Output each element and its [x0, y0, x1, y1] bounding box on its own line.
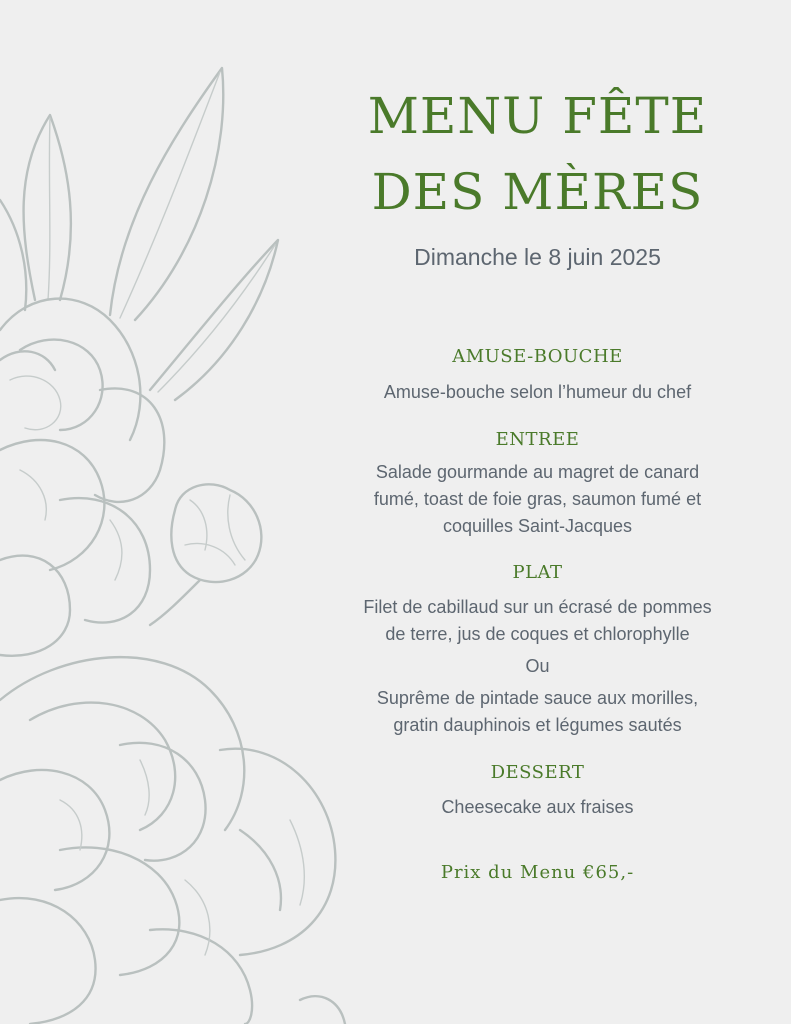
event-date: Dimanche le 8 juin 2025 — [414, 244, 661, 270]
menu-item-line: Suprême de pintade sauce aux morilles, — [376, 688, 699, 708]
menu-title — [290, 78, 785, 230]
menu-item-line: Amuse-bouche selon l’humeur du chef — [383, 382, 692, 402]
menu-item-line: gratin dauphinois et légumes sautés — [393, 715, 682, 735]
menu-item-line: fumé, toast de foie gras, saumon fumé et — [373, 489, 702, 509]
menu-item-line: Cheesecake aux fraises — [441, 797, 634, 817]
section-heading-dessert: DESSERT — [490, 762, 585, 783]
section-heading-plat: PLAT — [512, 562, 563, 583]
menu-item-line: coquilles Saint-Jacques — [442, 516, 633, 536]
section-heading-amuse-bouche: AMUSE-BOUCHE — [452, 346, 623, 367]
title-line-1: MENU FÊTE — [367, 87, 708, 145]
menu-item-line: de terre, jus de coques et chlorophylle — [385, 624, 690, 644]
menu-item-line: Salade gourmande au magret de canard — [375, 462, 700, 482]
menu-price: Prix du Menu €65,- — [440, 862, 635, 883]
title-line-2: DES MÈRES — [371, 163, 704, 221]
menu-item-separator: Ou — [525, 656, 550, 676]
section-heading-entree: ENTREE — [495, 429, 580, 450]
menu-item-line: Filet de cabillaud sur un écrasé de pommes — [363, 597, 712, 617]
